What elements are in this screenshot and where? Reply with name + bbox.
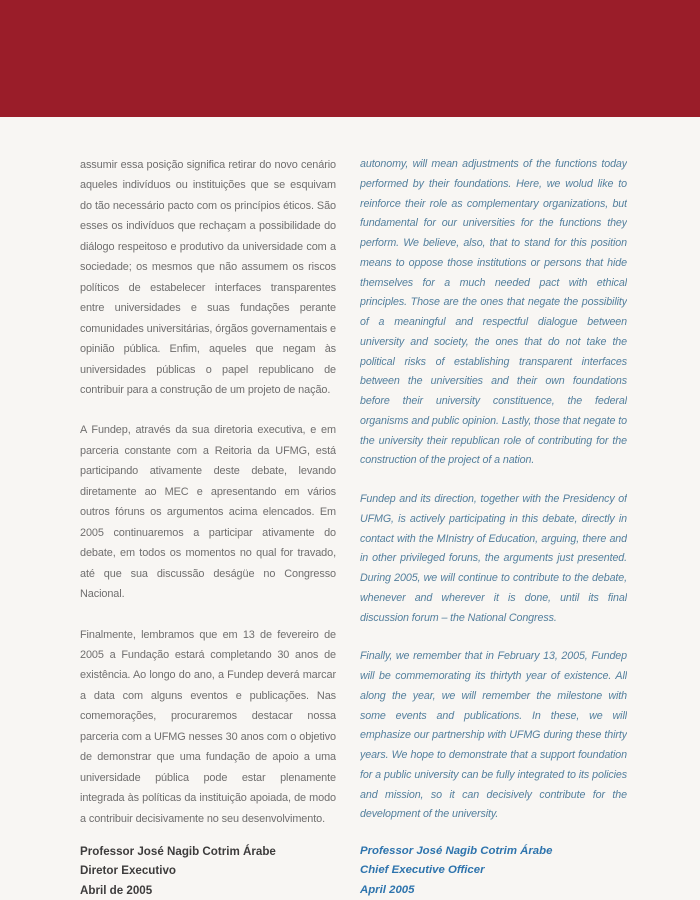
- english-paragraph-2: Fundep and its direction, together with the Presidency of UFMG, is actively participating in this debate, directly in contact with the MInistry of Education, arguing, there and in other privileged foruns, the arguments just presented. During 2005, we will continue to contribute to the debate, whenever and wherever it is done, until its final discussion forum – the National Congress.: [360, 493, 627, 624]
- english-paragraph-1: autonomy, will mean adjustments of the functions today performed by their foundations. Here, we wolud like to reinforce their role as complementary organizations, but fundamental for our universities for the functions they perform. We believe, also, that to stand for this position means to oppose those institutions or persons that hide themselves for a much needed pact with ethical principles. Those are the ones that negate the possibility of a meaningful and respectful dialogue between university and society, the ones that do not take the political risks of establishing transparent interfaces between the universities and their own foundations before their university constituence, the federal organisms and public opinion. Lastly, those that negate to the university their republican role of contributing for the construction of the project of a nation.: [360, 158, 627, 467]
- header-banner: [0, 0, 700, 117]
- signature-date: April 2005: [360, 883, 415, 896]
- signature-name: Professor José Nagib Cotrim Árabe: [360, 845, 553, 857]
- portuguese-column: [80, 155, 336, 835]
- portuguese-paragraph-1: assumir essa posição significa retirar do novo cenário aqueles indivíduos ou instituições que se esquivam do tão necessário pacto com os princípios éticos. São esses os indivíduos que rechaçam a possibilidade do diálogo respeitoso e produtivo da universidade com a sociedade; os mesmos que não assumem os riscos políticos de estabelecer interfaces transparentes entre universidades e suas fundações perante comunidades universitárias, órgãos governamentais e opinião pública. Enfim, aqueles que negam às universidades públicas o papel republicano de contribuir para a construção de um projeto de nação.: [80, 159, 336, 396]
- portuguese-paragraph-3: Finalmente, lembramos que em 13 de fevereiro de 2005 a Fundação estará completando 30 anos de existência. Ao longo do ano, a Fundep deverá marcar a data com alguns eventos e publicações. Nas comemorações, procuraremos destacar nossa parceria com a UFMG nesses 30 anos com o objetivo de demonstrar que uma fundação de apoio a uma universidade pública pode estar plenamente integrada às políticas da instituição apoiada, de modo a contribuir decisivamente no seu desenvolvimento.: [80, 628, 336, 825]
- english-column: [360, 155, 627, 835]
- portuguese-paragraph-2: A Fundep, através da sua diretoria executiva, e em parceria constante com a Reitoria da UFMG, está participando ativamente deste debate, levando diretamente ao MEC e apresentando em vários outros fóruns os argumentos acima elencados. Em 2005 continuaremos a participar ativamente do debate, em todos os momentos no qual for travado, até que sua discussão deságüe no Congresso Nacional.: [80, 424, 336, 601]
- english-signature-block: [360, 842, 630, 900]
- signature-date: Abril de 2005: [80, 883, 153, 897]
- signature-title: Chief Executive Officer: [360, 864, 485, 877]
- signature-name: Professor José Nagib Cotrim Árabe: [80, 845, 276, 858]
- signature-title: Diretor Executivo: [80, 864, 176, 878]
- portuguese-signature-block: [80, 842, 350, 900]
- english-paragraph-3: Finally, we remember that in February 13, 2005, Fundep will be commemorating its thirtyth year of existence. All along the year, we will remember the milestone with some events and publications. In these, we will emphasize our partnership with UFMG during these thirty years. We hope to demonstrate that a support foundation for a public university can be fully integrated to its policies and mission, so it can decisively contribute for the development of the university.: [360, 650, 627, 821]
